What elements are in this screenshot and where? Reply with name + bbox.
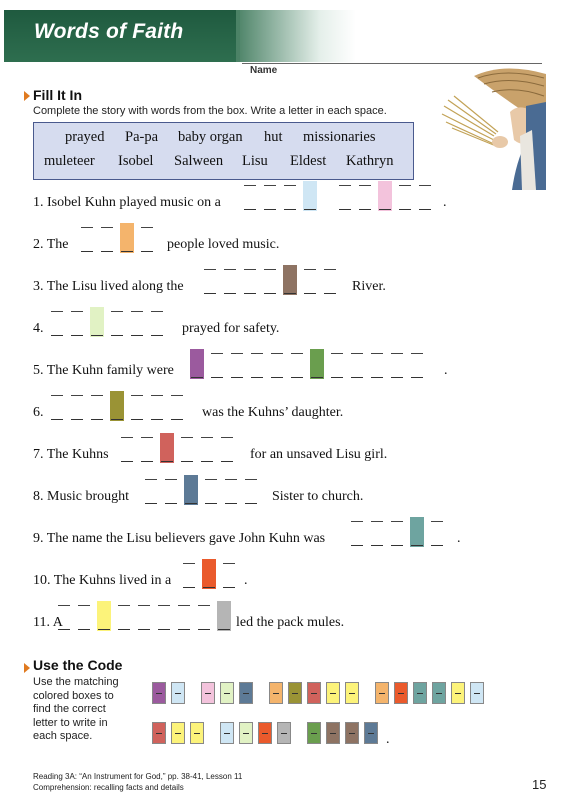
- question-8-text: 8. Music brought: [33, 489, 130, 504]
- answer-letter-space[interactable]: [310, 349, 324, 379]
- answer-letter-space[interactable]: [170, 405, 184, 421]
- answer-letter-space[interactable]: [77, 615, 91, 631]
- answer-letter-guide: [271, 353, 283, 354]
- answer-letter-guide: [324, 269, 336, 270]
- answer-letter-space[interactable]: [350, 363, 364, 379]
- code-box[interactable]: [394, 682, 408, 704]
- answer-letter-space[interactable]: [223, 279, 237, 295]
- answer-letter-guide: [198, 605, 210, 606]
- answer-letter-space[interactable]: [70, 405, 84, 421]
- answer-letter-guide: [351, 521, 363, 522]
- title-banner-fade: [236, 10, 356, 62]
- answer-letter-guide: [165, 479, 177, 480]
- code-box[interactable]: [190, 722, 204, 744]
- name-line: [242, 63, 542, 64]
- answer-letter-guide: [204, 269, 216, 270]
- question-2-text: 2. The: [33, 237, 69, 252]
- code-box[interactable]: [152, 682, 166, 704]
- code-box[interactable]: [269, 682, 283, 704]
- answer-letter-space[interactable]: [390, 363, 404, 379]
- answer-letter-guide: [391, 521, 403, 522]
- answer-letter-guide: [399, 185, 411, 186]
- answer-letter-space[interactable]: [164, 489, 178, 505]
- answer-letter-space[interactable]: [330, 363, 344, 379]
- question-5-text: 5. The Kuhn family were: [33, 363, 174, 378]
- code-box[interactable]: [345, 682, 359, 704]
- answer-letter-guide: [411, 353, 423, 354]
- answer-letter-space[interactable]: [50, 405, 64, 421]
- answer-letter-space[interactable]: [430, 531, 444, 547]
- answer-letter-space[interactable]: [120, 223, 134, 253]
- answer-letter-space[interactable]: [97, 601, 111, 631]
- answer-letter-space[interactable]: [222, 573, 236, 589]
- answer-letter-space[interactable]: [150, 405, 164, 421]
- code-box[interactable]: [220, 682, 234, 704]
- fill-it-in-instruction: Complete the story with words from the box. Write a letter in each space.: [33, 105, 387, 117]
- answer-letter-space[interactable]: [283, 195, 297, 211]
- answer-letter-guide: [58, 605, 70, 606]
- code-box[interactable]: [307, 722, 321, 744]
- answer-letter-guide: [331, 353, 343, 354]
- answer-letter-guide: [225, 479, 237, 480]
- fill-it-in-arrow-icon: [24, 91, 30, 101]
- word-box-word: Kathryn: [346, 153, 394, 169]
- word-box-word: missionaries: [303, 129, 376, 145]
- use-the-code-arrow-icon: [24, 663, 30, 673]
- answer-letter-guide: [51, 395, 63, 396]
- answer-letter-guide: [291, 353, 303, 354]
- question-1-suffix: .: [443, 195, 447, 210]
- answer-letter-guide: [244, 269, 256, 270]
- answer-letter-space[interactable]: [110, 391, 124, 421]
- answer-letter-guide: [81, 227, 93, 228]
- answer-letter-space[interactable]: [130, 321, 144, 337]
- answer-letter-guide: [351, 353, 363, 354]
- question-4-text: 4.: [33, 321, 44, 336]
- answer-letter-space[interactable]: [378, 181, 392, 211]
- answer-letter-space[interactable]: [90, 405, 104, 421]
- code-box[interactable]: [413, 682, 427, 704]
- answer-letter-space[interactable]: [350, 531, 364, 547]
- answer-letter-guide: [244, 185, 256, 186]
- code-box[interactable]: [326, 682, 340, 704]
- answer-letter-space[interactable]: [250, 363, 264, 379]
- answer-letter-space[interactable]: [150, 321, 164, 337]
- answer-letter-guide: [264, 185, 276, 186]
- fill-it-in-heading: Fill It In: [33, 87, 82, 103]
- word-box-word: muleteer: [44, 153, 95, 169]
- answer-letter-guide: [264, 269, 276, 270]
- answer-letter-space[interactable]: [130, 405, 144, 421]
- answer-letter-guide: [231, 353, 243, 354]
- code-box[interactable]: [171, 682, 185, 704]
- answer-letter-space[interactable]: [100, 237, 114, 253]
- code-box[interactable]: [258, 722, 272, 744]
- code-box[interactable]: [345, 722, 359, 744]
- code-box[interactable]: [171, 722, 185, 744]
- answer-letter-space[interactable]: [70, 321, 84, 337]
- question-10-suffix: .: [244, 573, 248, 588]
- word-box-word: Pa-pa: [125, 129, 159, 145]
- answer-letter-space[interactable]: [243, 195, 257, 211]
- answer-letter-guide: [245, 479, 257, 480]
- answer-letter-guide: [151, 311, 163, 312]
- question-10-text: 10. The Kuhns lived in a: [33, 573, 172, 588]
- answer-letter-guide: [211, 353, 223, 354]
- code-box[interactable]: [326, 722, 340, 744]
- page-title: Words of Faith: [34, 20, 184, 43]
- answer-letter-space[interactable]: [283, 265, 297, 295]
- answer-letter-space[interactable]: [182, 573, 196, 589]
- answer-letter-guide: [158, 605, 170, 606]
- answer-letter-guide: [145, 479, 157, 480]
- answer-letter-guide: [91, 395, 103, 396]
- answer-letter-space[interactable]: [220, 447, 234, 463]
- answer-letter-guide: [371, 353, 383, 354]
- answer-letter-space[interactable]: [203, 279, 217, 295]
- page-number: 15: [532, 777, 547, 792]
- name-label: Name: [250, 65, 278, 76]
- code-box[interactable]: [432, 682, 446, 704]
- answer-letter-space[interactable]: [244, 489, 258, 505]
- answer-letter-space[interactable]: [243, 279, 257, 295]
- answer-letter-guide: [118, 605, 130, 606]
- use-the-code-heading: Use the Code: [33, 657, 123, 673]
- answer-letter-guide: [201, 437, 213, 438]
- code-box[interactable]: [288, 682, 302, 704]
- answer-letter-space[interactable]: [303, 181, 317, 211]
- answer-letter-space[interactable]: [80, 237, 94, 253]
- code-box[interactable]: [152, 722, 166, 744]
- answer-letter-space[interactable]: [184, 475, 198, 505]
- question-1-text: 1. Isobel Kuhn played music on a: [33, 195, 221, 210]
- word-box-word: Isobel: [118, 153, 154, 169]
- answer-letter-guide: [304, 269, 316, 270]
- answer-letter-space[interactable]: [120, 447, 134, 463]
- answer-letter-guide: [431, 521, 443, 522]
- answer-letter-guide: [141, 437, 153, 438]
- answer-letter-space[interactable]: [217, 601, 231, 631]
- answer-letter-guide: [359, 185, 371, 186]
- answer-letter-guide: [71, 395, 83, 396]
- answer-letter-guide: [178, 605, 190, 606]
- answer-letter-guide: [111, 311, 123, 312]
- question-7-text: 7. The Kuhns: [33, 447, 109, 462]
- question-9-suffix: .: [457, 531, 461, 546]
- answer-letter-space[interactable]: [370, 363, 384, 379]
- answer-letter-guide: [141, 227, 153, 228]
- answer-letter-guide: [284, 185, 296, 186]
- word-box-word: hut: [264, 129, 283, 145]
- answer-letter-space[interactable]: [338, 195, 352, 211]
- woman-with-straw-hat-illustration: [434, 66, 546, 190]
- code-box[interactable]: [451, 682, 465, 704]
- question-5-suffix: .: [444, 363, 448, 378]
- answer-letter-guide: [251, 353, 263, 354]
- answer-letter-guide: [78, 605, 90, 606]
- answer-letter-guide: [71, 311, 83, 312]
- answer-letter-space[interactable]: [117, 615, 131, 631]
- answer-letter-space[interactable]: [418, 195, 432, 211]
- word-box-word: Salween: [174, 153, 224, 169]
- answer-letter-space[interactable]: [202, 559, 216, 589]
- answer-letter-guide: [131, 395, 143, 396]
- answer-letter-space[interactable]: [270, 363, 284, 379]
- question-4-suffix: prayed for safety.: [182, 321, 280, 336]
- answer-letter-space[interactable]: [50, 321, 64, 337]
- question-8-suffix: Sister to church.: [272, 489, 364, 504]
- answer-letter-space[interactable]: [137, 615, 151, 631]
- code-box[interactable]: [201, 682, 215, 704]
- answer-letter-space[interactable]: [370, 531, 384, 547]
- code-box[interactable]: [239, 682, 253, 704]
- answer-letter-guide: [131, 311, 143, 312]
- answer-letter-guide: [183, 563, 195, 564]
- answer-letter-space[interactable]: [57, 615, 71, 631]
- code-box[interactable]: [364, 722, 378, 744]
- answer-letter-space[interactable]: [140, 237, 154, 253]
- answer-letter-space[interactable]: [204, 489, 218, 505]
- answer-letter-guide: [224, 269, 236, 270]
- answer-letter-space[interactable]: [323, 279, 337, 295]
- answer-letter-guide: [121, 437, 133, 438]
- answer-letter-space[interactable]: [197, 615, 211, 631]
- answer-letter-space[interactable]: [410, 517, 424, 547]
- answer-letter-guide: [101, 227, 113, 228]
- answer-letter-guide: [205, 479, 217, 480]
- code-box[interactable]: [470, 682, 484, 704]
- word-box-word: prayed: [65, 129, 105, 145]
- question-7-suffix: for an unsaved Lisu girl.: [250, 447, 388, 462]
- answer-letter-space[interactable]: [263, 279, 277, 295]
- answer-letter-guide: [151, 395, 163, 396]
- answer-letter-guide: [171, 395, 183, 396]
- answer-letter-space[interactable]: [224, 489, 238, 505]
- answer-letter-space[interactable]: [263, 195, 277, 211]
- footer-reading: Reading 3A: “An Instrument for God,” pp. 38-41, Lesson 11: [33, 772, 243, 781]
- question-11-suffix: led the pack mules.: [236, 615, 345, 630]
- answer-letter-guide: [181, 437, 193, 438]
- answer-letter-space[interactable]: [177, 615, 191, 631]
- answer-letter-guide: [51, 311, 63, 312]
- question-11-text: 11. A: [33, 615, 63, 630]
- code-period: .: [386, 732, 390, 747]
- answer-letter-guide: [371, 521, 383, 522]
- word-box-word: Eldest: [290, 153, 327, 169]
- answer-letter-space[interactable]: [90, 307, 104, 337]
- code-box[interactable]: [307, 682, 321, 704]
- use-the-code-instruction: Use the matching colored boxes to find the correct letter to write in each space.: [33, 676, 119, 743]
- answer-letter-space[interactable]: [160, 433, 174, 463]
- question-9-text: 9. The name the Lisu believers gave John Kuhn was: [33, 531, 326, 546]
- question-6-text: 6.: [33, 405, 44, 420]
- code-box[interactable]: [375, 682, 389, 704]
- answer-letter-guide: [339, 185, 351, 186]
- word-box-word: Lisu: [242, 153, 268, 169]
- answer-letter-space[interactable]: [144, 489, 158, 505]
- code-box[interactable]: [277, 722, 291, 744]
- answer-letter-space[interactable]: [290, 363, 304, 379]
- answer-letter-space[interactable]: [358, 195, 372, 211]
- question-3-suffix: River.: [352, 279, 386, 294]
- question-2-suffix: people loved music.: [167, 237, 280, 252]
- answer-letter-space[interactable]: [140, 447, 154, 463]
- answer-letter-guide: [221, 437, 233, 438]
- answer-letter-space[interactable]: [230, 363, 244, 379]
- answer-letter-guide: [138, 605, 150, 606]
- question-3-text: 3. The Lisu lived along the: [33, 279, 184, 294]
- footer-subtitle: Comprehension: recalling facts and details: [33, 783, 184, 792]
- question-6-suffix: was the Kuhns’ daughter.: [202, 405, 344, 420]
- answer-letter-guide: [223, 563, 235, 564]
- code-box[interactable]: [239, 722, 253, 744]
- answer-letter-space[interactable]: [398, 195, 412, 211]
- answer-letter-guide: [391, 353, 403, 354]
- answer-letter-guide: [419, 185, 431, 186]
- code-box[interactable]: [220, 722, 234, 744]
- answer-letter-space[interactable]: [110, 321, 124, 337]
- answer-letter-space[interactable]: [390, 531, 404, 547]
- word-box-word: baby organ: [178, 129, 243, 145]
- answer-letter-space[interactable]: [180, 447, 194, 463]
- answer-letter-space[interactable]: [210, 363, 224, 379]
- answer-letter-space[interactable]: [190, 349, 204, 379]
- answer-letter-space[interactable]: [410, 363, 424, 379]
- answer-letter-space[interactable]: [303, 279, 317, 295]
- answer-letter-space[interactable]: [200, 447, 214, 463]
- answer-letter-space[interactable]: [157, 615, 171, 631]
